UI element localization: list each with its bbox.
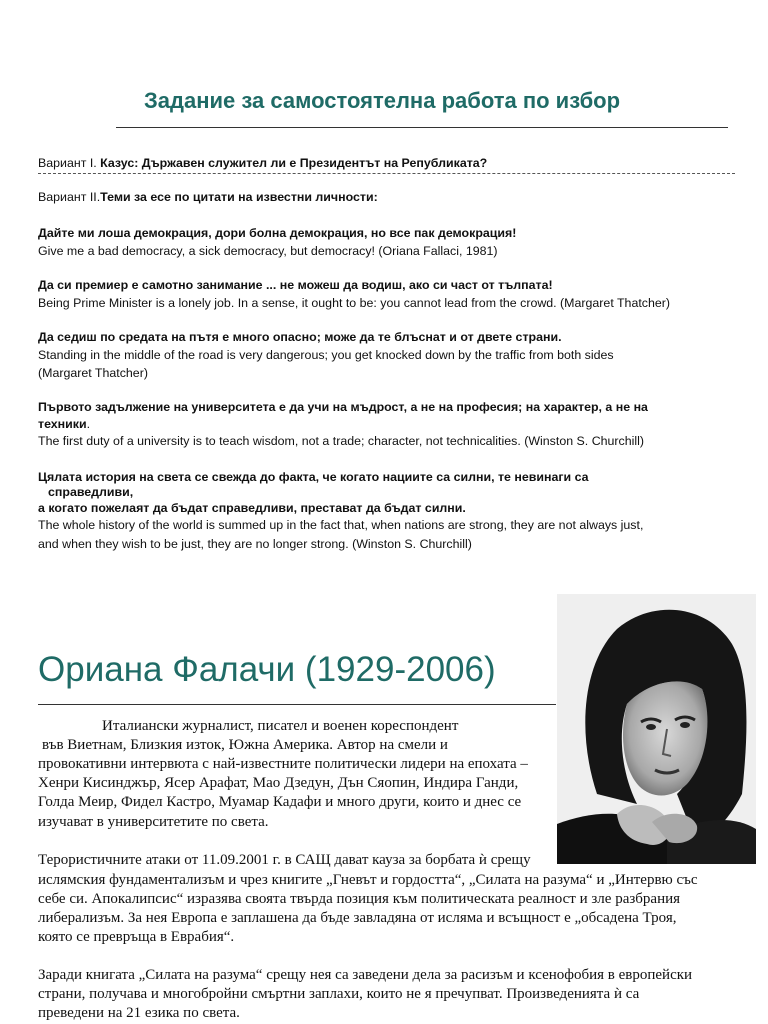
quote-1-bg: Дайте ми лоша демокрация, дори болна демокрация, но все пак демокрация! — [38, 226, 517, 240]
bio-p1-line-6: изучават в университетите по света. — [38, 814, 269, 830]
quote-3-en-1: Standing in the middle of the road is very dangerous; you get knocked down by the traffic from both sides — [38, 348, 614, 362]
variant-2 — [38, 189, 378, 206]
quote-2-bg: Да си премиер е самотно занимание ... не можеш да водиш, ако си част от тълпата! — [38, 278, 553, 292]
bio-p3-line-1: Заради книгата „Силата на разума“ срещу нея са заведени дела за расизъм и ксенофобия в европейски — [38, 967, 693, 983]
bio-p2-line-2: ислямския фундаментализъм и чрез книгите „Гневът и гордостта“, „Силата на разума“ и „Интервю със — [38, 872, 698, 888]
bio-p1-line-5: Голда Меир, Фидел Кастро, Муамар Кадафи и много други, които и днес се — [38, 794, 522, 810]
bio-p2-line-5: която се превръща в Еврабия“. — [38, 929, 235, 945]
bio-p3-line-2: страни, получава и многобройни смъртни заплахи, които не я пречупват. Произведенията ѝ са — [38, 986, 640, 1002]
quote-4-bg-2-text: техники — [38, 417, 87, 431]
quote-3-bg: Да седиш по средата на пътя е много опасно; може да те блъснат и от двете страни. — [38, 330, 562, 344]
quote-4-bg-1: Първото задължение на университета е да учи на мъдрост, а не на професия; на характер, а не на — [38, 400, 648, 414]
variant-2-text: Теми за есе по цитати на известни личности: — [100, 190, 378, 204]
title-underline — [116, 127, 728, 128]
quote-5-bg-3: а когато пожелаят да бъдат справедливи, престават да бъдат силни. — [38, 501, 466, 515]
quote-5-en-1: The whole history of the world is summed up in the fact that, when nations are strong, they are not always just, — [38, 518, 644, 532]
page-title: Задание за самостоятелна работа по избор — [144, 88, 621, 113]
quote-4-en: The first duty of a university is to teach wisdom, not a trade; character, not technicalities. (Winston S. Churchill) — [38, 434, 645, 448]
bio-p2-line-1: Терористичните атаки от 11.09.2001 г. в САЩ дават кауза за борбата ѝ срещу — [38, 852, 531, 868]
quote-5-en-2: and when they wish to be just, they are no longer strong. (Winston S. Churchill) — [38, 537, 472, 551]
quote-5-bg-2: справедливи, — [48, 485, 134, 499]
bio-heading: Ориана Фалачи (1929-2006) — [38, 650, 496, 689]
quote-4-bg-2 — [38, 416, 90, 433]
portrait-photo — [557, 594, 756, 864]
bio-p2-line-3: себе си. Апокалипсис“ изразява своята твърда позиция към политическата реалност и зле разбрания — [38, 891, 681, 907]
variant-1-text: Казус: Държавен служител ли е Президентът на Републиката? — [100, 156, 488, 170]
bio-p3-line-3: преведени на 21 езика по света. — [38, 1005, 240, 1021]
bio-p1-line-4: Хенри Кисинджър, Ясер Арафат, Мао Дзедун, Дън Сяопин, Индира Ганди, — [38, 775, 519, 791]
bio-p1-line-1: Италиански журналист, писател и военен кореспондент — [102, 718, 459, 734]
bio-p1-line-3: провокативни интервюта с най-известните политически лидери на епохата – — [38, 756, 528, 772]
quote-4-bg-2-tail: . — [86, 417, 91, 431]
bio-heading-underline — [38, 704, 556, 705]
quote-3-en-2: (Margaret Thatcher) — [38, 366, 148, 380]
bio-p1-line-2: във Виетнам, Близкия изток, Южна Америка. Автор на смели и — [42, 737, 448, 753]
dashed-separator — [38, 173, 735, 174]
quote-5-bg-1: Цялата история на света се свежда до факта, че когато нациите са силни, те невинаги са — [38, 470, 589, 484]
quote-1-en: Give me a bad democracy, a sick democracy, but democracy! (Oriana Fallaci, 1981) — [38, 244, 498, 258]
variant-1 — [38, 155, 487, 172]
quote-2-en: Being Prime Minister is a lonely job. In a sense, it ought to be: you cannot lead from the crowd. (Margaret Thatcher) — [38, 296, 671, 310]
variant-1-prefix: Вариант I. — [38, 156, 101, 170]
variant-2-prefix: Вариант II. — [38, 190, 101, 204]
bio-p2-line-4: либерализъм. За нея Европа е заплашена да бъде завладяна от исляма и всъщност е „обсадена Троя, — [38, 910, 677, 926]
